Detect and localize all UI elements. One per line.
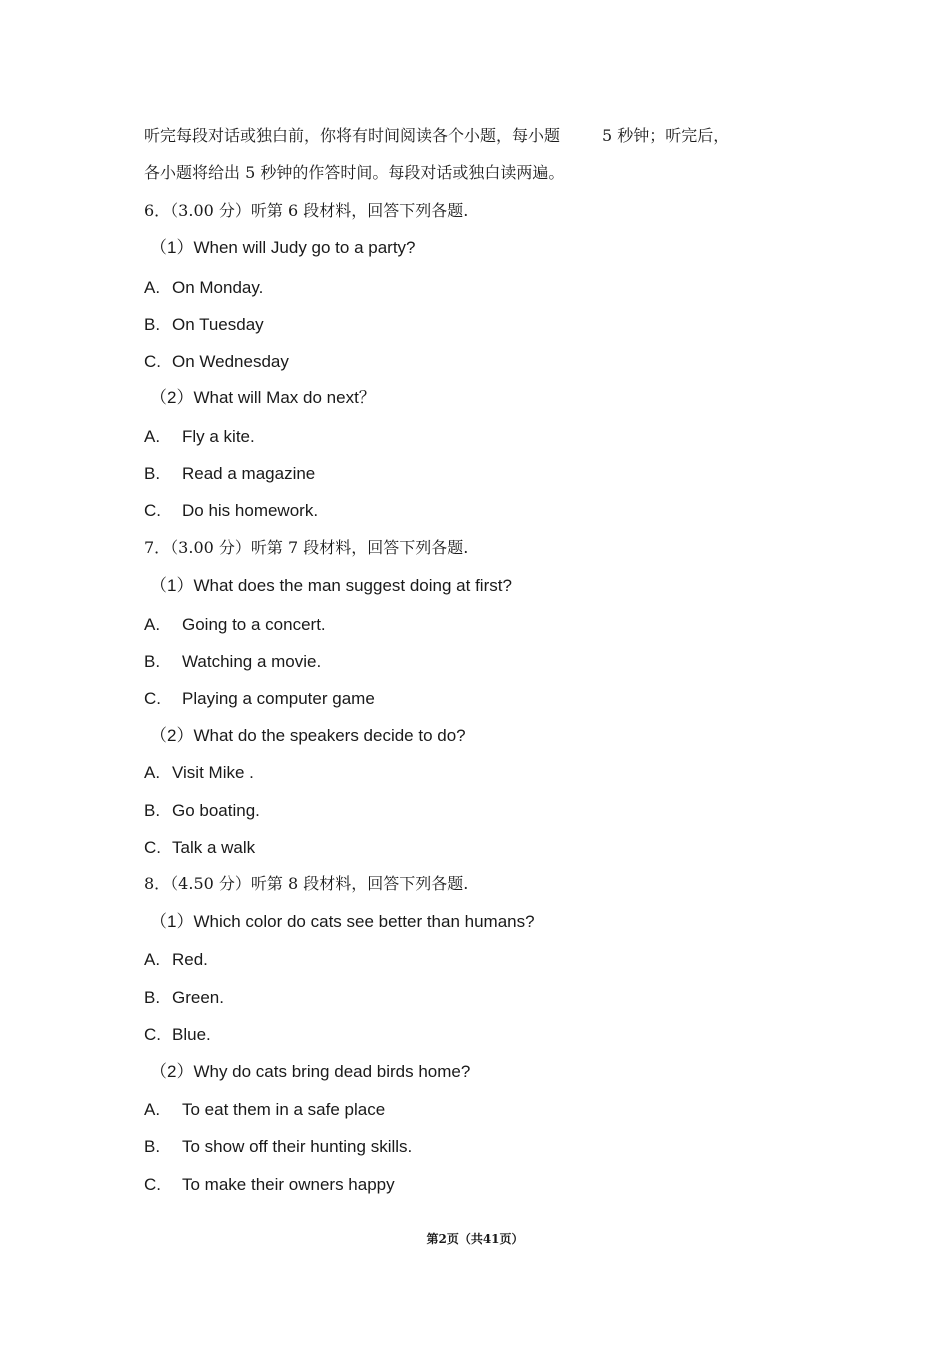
intro-line-1-b: 5 秒钟；听完后， — [602, 126, 730, 145]
option-text: Blue. — [172, 1025, 211, 1044]
option-text: Watching a movie. — [182, 652, 322, 671]
question-7-part-1-prompt: （1）What does the man suggest doing at first? — [150, 576, 512, 595]
option-text: Going to a concert. — [182, 615, 326, 634]
option-letter: C. — [144, 1025, 161, 1044]
option-letter: A. — [144, 615, 161, 634]
page-footer: 第2页（共41页） — [426, 1232, 524, 1246]
option-letter: A. — [144, 950, 161, 969]
option-text: On Wednesday — [172, 352, 289, 371]
option-text: On Monday. — [172, 278, 264, 297]
option-letter: B. — [144, 801, 161, 820]
option-text: To show off their hunting skills. — [182, 1137, 413, 1156]
question-8-header: 8．（4.50 分）听第 8 段材料，回答下列各题. — [144, 874, 469, 893]
option-item — [144, 1100, 385, 1120]
option-item — [144, 801, 260, 821]
option-text: Do his homework. — [182, 501, 319, 520]
option-letter: C. — [144, 838, 161, 857]
option-text: Read a magazine — [182, 464, 316, 483]
option-item — [144, 278, 263, 298]
option-letter: A. — [144, 427, 161, 446]
option-item — [144, 352, 289, 372]
option-text: Red. — [172, 950, 208, 969]
question-7-header: 7．（3.00 分）听第 7 段材料，回答下列各题. — [144, 538, 469, 557]
option-item — [144, 988, 224, 1008]
option-letter: A. — [144, 278, 161, 297]
option-letter: C. — [144, 1175, 161, 1194]
intro-line-1 — [144, 126, 729, 146]
question-6-header: 6．（3.00 分）听第 6 段材料，回答下列各题. — [144, 201, 469, 220]
option-item — [144, 652, 321, 672]
option-letter: C. — [144, 501, 161, 520]
option-item — [144, 427, 255, 447]
option-letter: B. — [144, 988, 161, 1007]
option-text: Visit Mike . — [172, 763, 254, 782]
option-text: To eat them in a safe place — [182, 1100, 386, 1119]
option-letter: C. — [144, 689, 161, 708]
option-item — [144, 1025, 211, 1045]
intro-line-2: 各小题将给出 5 秒钟的作答时间。每段对话或独白读两遍。 — [144, 163, 565, 182]
option-item — [144, 689, 375, 709]
option-text: Fly a kite. — [182, 427, 255, 446]
option-item — [144, 1175, 395, 1195]
option-item — [144, 315, 264, 335]
option-letter: C. — [144, 352, 161, 371]
option-letter: B. — [144, 1137, 161, 1156]
option-item — [144, 763, 254, 783]
option-letter: B. — [144, 315, 161, 334]
option-item — [144, 615, 326, 635]
intro-line-1-a: 听完每段对话或独白前，你将有时间阅读各个小题，每小题 — [144, 126, 561, 145]
option-item — [144, 838, 255, 858]
option-text: On Tuesday — [172, 315, 264, 334]
option-text: Green. — [172, 988, 224, 1007]
question-8-part-1-prompt: （1）Which color do cats see better than humans? — [150, 912, 535, 931]
question-7-part-2-prompt: （2）What do the speakers decide to do? — [150, 726, 466, 745]
option-item — [144, 950, 208, 970]
option-letter: B. — [144, 464, 161, 483]
option-item — [144, 464, 315, 484]
option-text: Go boating. — [172, 801, 260, 820]
option-text: Playing a computer game — [182, 689, 375, 708]
option-letter: B. — [144, 652, 161, 671]
option-letter: A. — [144, 1100, 161, 1119]
option-item — [144, 501, 318, 521]
option-text: Talk a walk — [172, 838, 256, 857]
question-6-part-2-prompt: （2）What will Max do next？ — [150, 388, 376, 407]
question-6-part-1-prompt: （1）When will Judy go to a party? — [150, 238, 416, 257]
question-8-part-2-prompt: （2）Why do cats bring dead birds home? — [150, 1062, 471, 1081]
option-letter: A. — [144, 763, 161, 782]
option-text: To make their owners happy — [182, 1175, 395, 1194]
option-item — [144, 1137, 412, 1157]
